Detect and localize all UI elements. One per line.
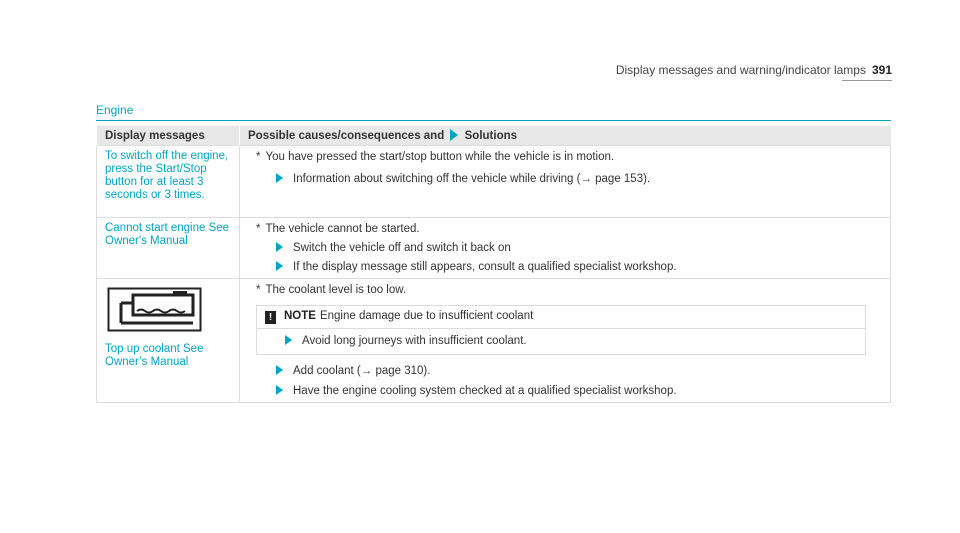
column-header-messages: Display messages	[97, 126, 240, 146]
note-step: Avoid long journeys with insufficient coolant.	[257, 329, 865, 354]
cause-text: * The vehicle cannot be started.	[256, 223, 420, 235]
page-number: 391	[871, 63, 892, 77]
table-row	[97, 218, 891, 279]
display-message-text: Cannot start engine See Owner's Manual	[105, 222, 230, 247]
note-title: NOTE	[284, 310, 316, 322]
solution-step: If the display message still appears, consult a qualified specialist workshop.	[276, 261, 882, 274]
running-header-title: Display messages and warning/indicator lamps	[615, 63, 866, 77]
cause-cell	[240, 218, 891, 279]
cause-text: * The coolant level is too low.	[256, 284, 407, 296]
display-message-text: To switch off the engine, press the Start/Stop button for at least 3 seconds or 3 times.	[105, 150, 229, 201]
step-arrow-icon	[276, 173, 283, 183]
message-cell	[97, 279, 240, 403]
section-title: Engine	[96, 103, 134, 117]
solution-step: Switch the vehicle off and switch it back on	[276, 242, 882, 255]
solution-step: Have the engine cooling system checked at a qualified specialist workshop.	[276, 385, 882, 398]
note-header	[257, 306, 865, 329]
step-arrow-icon	[276, 242, 283, 252]
coolant-level-icon	[107, 287, 205, 333]
warning-icon: !	[265, 311, 276, 324]
section-rule	[96, 120, 891, 121]
step-arrow-icon	[276, 385, 283, 395]
step-arrow-icon	[276, 261, 283, 271]
cause-cell	[240, 146, 891, 218]
solution-arrow-icon	[450, 129, 458, 141]
step-arrow-icon	[285, 335, 292, 345]
step-arrow-icon	[276, 365, 283, 375]
solution-step: Information about switching off the vehicle while driving (→ page 153).	[276, 173, 882, 186]
cause-cell	[240, 279, 891, 403]
column-header-solutions-label: Solutions	[464, 130, 518, 142]
message-cell	[97, 146, 240, 218]
column-header-causes	[240, 126, 891, 146]
message-cell	[97, 218, 240, 279]
table-row	[97, 279, 891, 403]
display-message-text: Top up coolant See Owner’s Manual	[105, 343, 204, 368]
table-row	[97, 146, 891, 218]
solution-step: Add coolant (→ page 310).	[276, 365, 882, 378]
running-header	[616, 63, 892, 77]
display-messages-table	[96, 126, 891, 403]
note-text: Engine damage due to insufficient coolant	[319, 310, 534, 322]
column-header-causes-label: Possible causes/consequences and	[248, 130, 445, 142]
cause-text: * You have pressed the start/stop button while the vehicle is in motion.	[256, 151, 615, 163]
page-number-rule	[842, 80, 892, 81]
note-box	[256, 305, 866, 355]
table-header-row	[97, 126, 891, 146]
